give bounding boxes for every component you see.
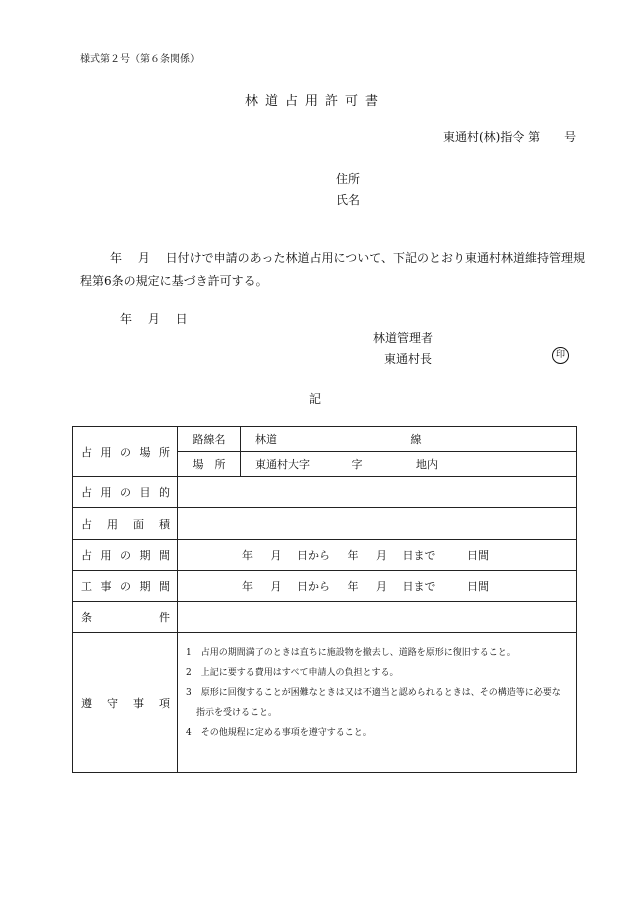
period-label: 占 用 の 期 間 (73, 540, 178, 571)
compliance-label: 遵 守 事 項 (73, 633, 178, 773)
ki-heading: 記 (308, 392, 321, 406)
period-value: 年 月 日から 年 月 日まで 日間 (178, 540, 577, 571)
area-label: 占 用 面 積 (73, 508, 178, 540)
list-item: 指示を受けること。 (196, 708, 278, 718)
seal-mark: 印 (552, 347, 569, 364)
area-value (178, 508, 577, 540)
purpose-value (178, 477, 577, 508)
route-value: 林道 線 (241, 427, 577, 452)
body-text: 年 月 日付けで申請のあった林道占用について、下記のとおり東通村林道維持管理規程第6条の規定に基づき許可する。 (80, 251, 586, 288)
compliance-items (178, 633, 577, 773)
name-label: 氏名 (336, 193, 361, 207)
location-label: 占 用 の 場 所 (73, 427, 178, 477)
place-value: 東通村大字 字 地内 (241, 452, 577, 477)
construction-period-value: 年 月 日から 年 月 日まで 日間 (178, 571, 577, 602)
list-item: 3 原形に回復することが困難なときは又は不適当と認められるときは、その構造等に必要な (186, 688, 561, 698)
permit-table (72, 426, 577, 773)
list-item: 1 占用の期間満了のときは直ちに施設物を撤去し、道路を原形に復旧すること。 (186, 648, 516, 658)
issue-date: 年 月 日 (120, 312, 188, 326)
form-number: 様式第２号（第６条関係） (80, 54, 200, 65)
conditions-label: 条 件 (73, 602, 178, 633)
place-label: 場 所 (178, 452, 241, 477)
list-item: 2 上記に要する費用はすべて申請人の負担とする。 (186, 668, 399, 678)
route-label: 路線名 (178, 427, 241, 452)
list-item: 4 その他規程に定める事項を遵守すること。 (186, 728, 372, 738)
document-title: 林道占用許可書 (244, 94, 385, 109)
reference-number: 東通村(林)指令 第 号 (443, 130, 577, 144)
issuer-name: 東通村長 (384, 352, 433, 366)
address-label: 住所 (336, 172, 361, 186)
conditions-value (178, 602, 577, 633)
issuer-title: 林道管理者 (373, 331, 434, 345)
purpose-label: 占 用 の 目 的 (73, 477, 178, 508)
construction-period-label: 工 事 の 期 間 (73, 571, 178, 602)
